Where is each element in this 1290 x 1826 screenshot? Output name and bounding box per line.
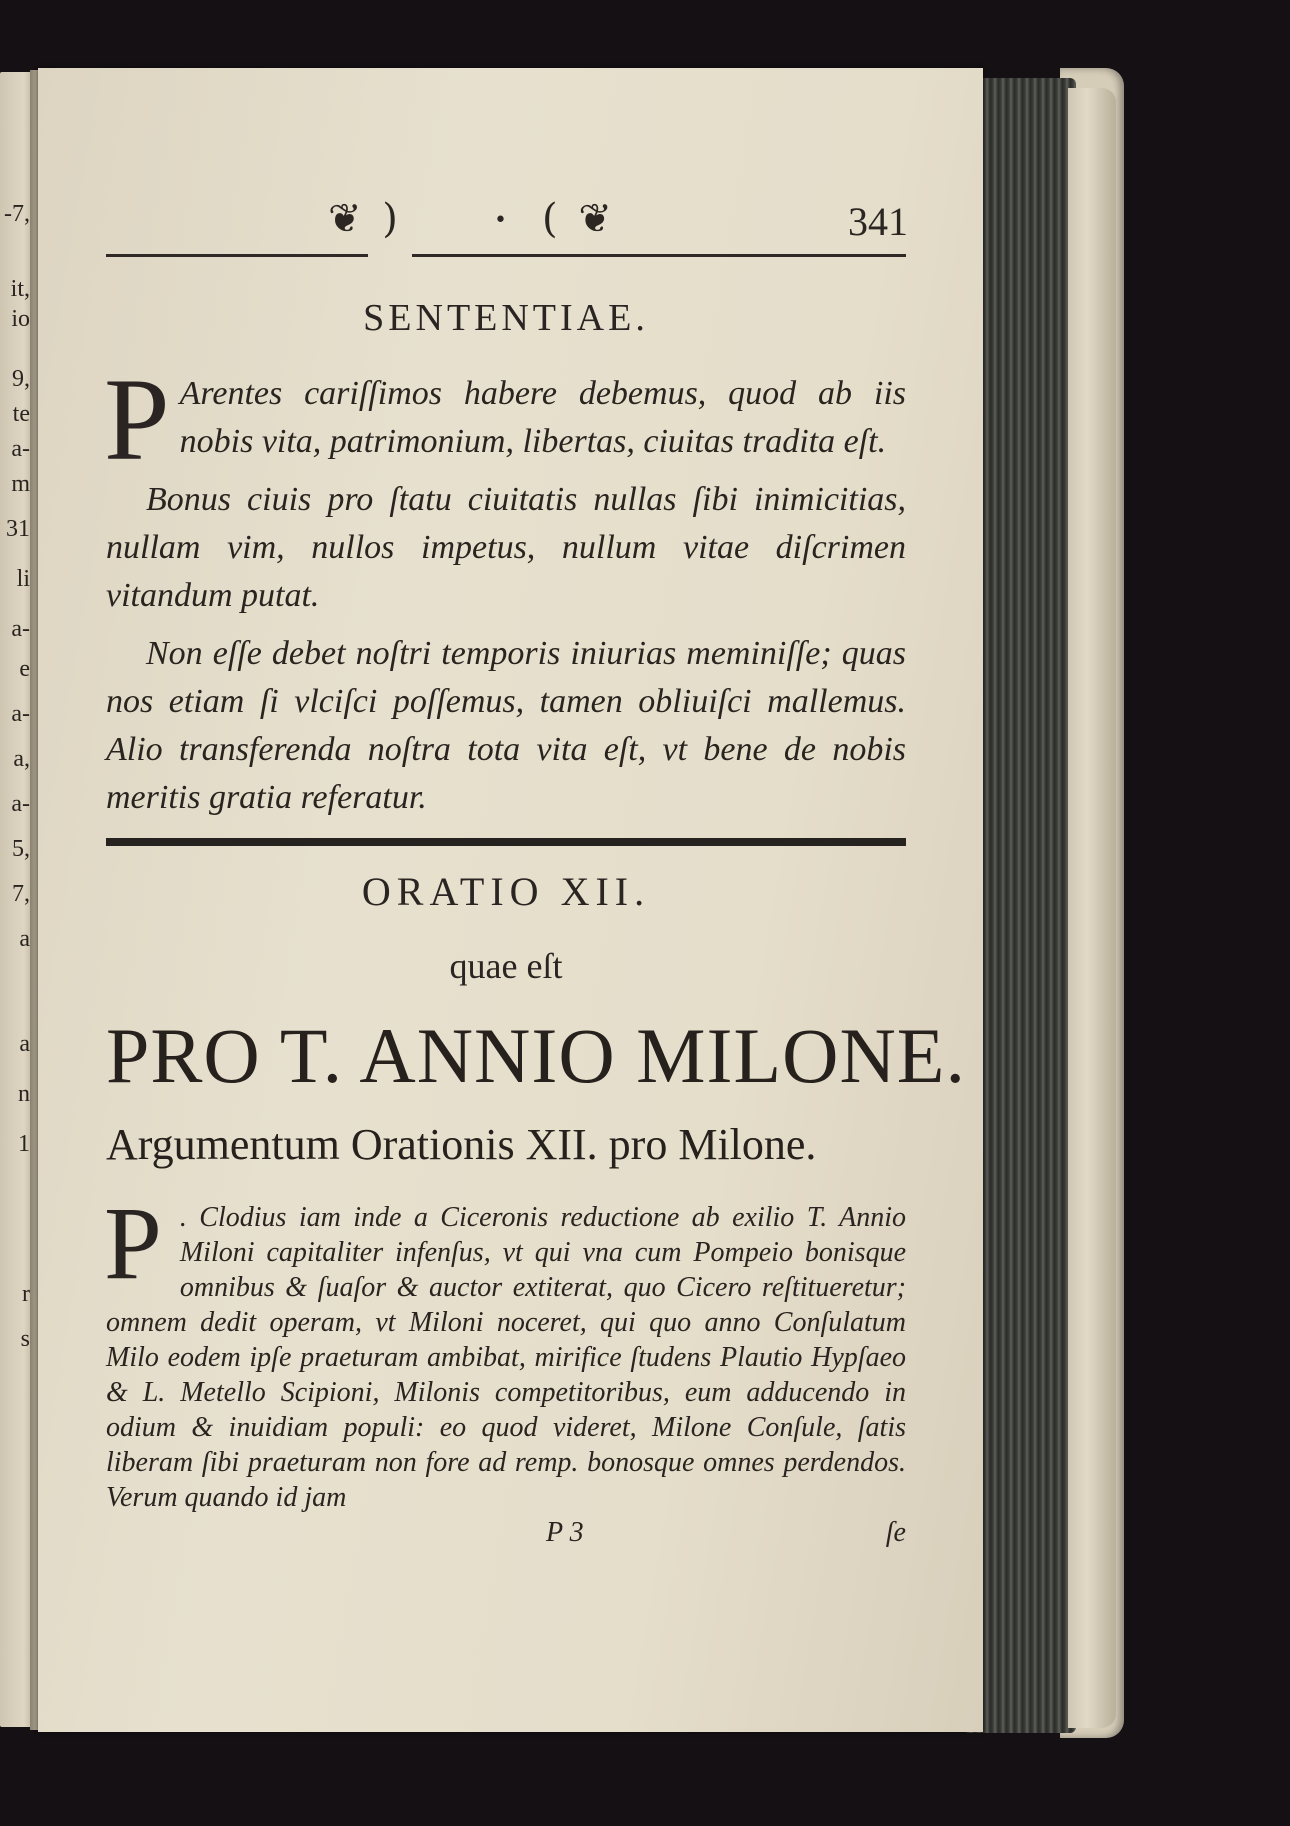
prev-page-fragment: 7, [12,881,30,907]
prev-page-fragment: s [20,1326,30,1352]
prev-page-fragment: 31 [6,516,30,542]
argument-text: . Clodius iam inde a Ciceronis reductione ab exilio T. Annio Miloni capitaliter infenſus, vt qui vna cum Pompeio bonisque omnibus & ſuaſor & auctor extiterat, quo Cicero reſtitueretur; omnem dedit operam, vt Miloni noceret, qui quo anno Conſulatum Milo eodem ipſe praeturam ambibat, mirifice ſtudens Plautio Hypſaeo & L. Metello Scipioni, Milonis competitoribus, eum adducendo in odium & inuidiam populi: eo quod videret, Milone Conſule, ſatis liberam ſibi praeturam non fore ad remp. bonosque omnes perdendos. Verum quando id jam [106,1202,906,1513]
oratio-subheading: quae eſt [449,946,563,986]
prev-page-fragment: r [22,1281,30,1307]
prev-page-fragment: m [11,471,30,497]
sententia-3: Non eſſe debet noſtri temporis iniurias meminiſſe; quas nos etiam ſi vlciſci poſſemus, tamen obliuiſci mallemus. Alio transferenda noſtra tota vita eſt, vt bene de nobis meritis gratia referatur. [106,635,906,816]
page-content [104,178,966,1557]
sententia-1-text: Arentes cariſſimos habere debemus, quod ab iis nobis vita, patrimonium, libertas, ciuitas tradita eſt. [179,375,906,460]
prev-page-fragment: li [16,566,30,592]
drop-capital: P [104,354,170,485]
page-number: 341 [848,199,908,244]
sententiae-title: SENTENTIAE. [363,297,649,339]
prev-page-fragment: it, [10,276,30,302]
prev-page-fragment: a- [11,616,30,642]
prev-page-fragment: a- [11,436,30,462]
argument-body [104,1186,906,1515]
sententia-1 [104,354,906,485]
prev-page-fragment: 5, [12,836,30,862]
running-header [106,178,906,258]
prev-page-fragment: a- [11,701,30,727]
prev-page-fragment: a [19,926,30,952]
section-divider [106,838,906,846]
signature-mark: P 3 [546,1517,584,1548]
prev-page-fragment: n [18,1081,30,1107]
sententiae-body [104,354,906,822]
sententia-2: Bonus ciuis pro ſtatu ciuitatis nullas ſibi inimicitias, nullam vim, nullos impetus, nullum vitae diſcrimen vitandum putat. [106,481,906,614]
prev-page-fragment: a, [13,746,30,772]
prev-page-fragment: a- [11,791,30,817]
argument-drop-capital: P [104,1186,162,1301]
prev-page-fragment: a [19,1031,30,1057]
header-ornament-dot: • [494,208,511,233]
header-ornament-left: ❦ ) [328,196,402,242]
prev-page-fragment: e [19,656,30,682]
header-ornament-right: ( ❦ [542,196,616,242]
header-rule-left [106,254,368,257]
page-footer [106,1517,906,1557]
argument-heading: Argumentum Orationis XII. pro Milone. [106,1120,817,1169]
prev-page-fragment: 1 [18,1131,30,1157]
header-rule-right [412,254,906,257]
oratio-heading: ORATIO XII. [361,869,651,914]
prev-page-fragment: te [12,401,30,427]
prev-page-fragment: 9, [12,366,30,392]
previous-page-edge [0,72,34,1727]
oration-title: PRO T. ANNIO MILONE. [106,1012,966,1099]
prev-page-fragment: -7, [4,201,30,227]
book-page [38,68,983,1732]
prev-page-fragment: io [11,306,30,332]
catchword: ſe [885,1517,906,1548]
